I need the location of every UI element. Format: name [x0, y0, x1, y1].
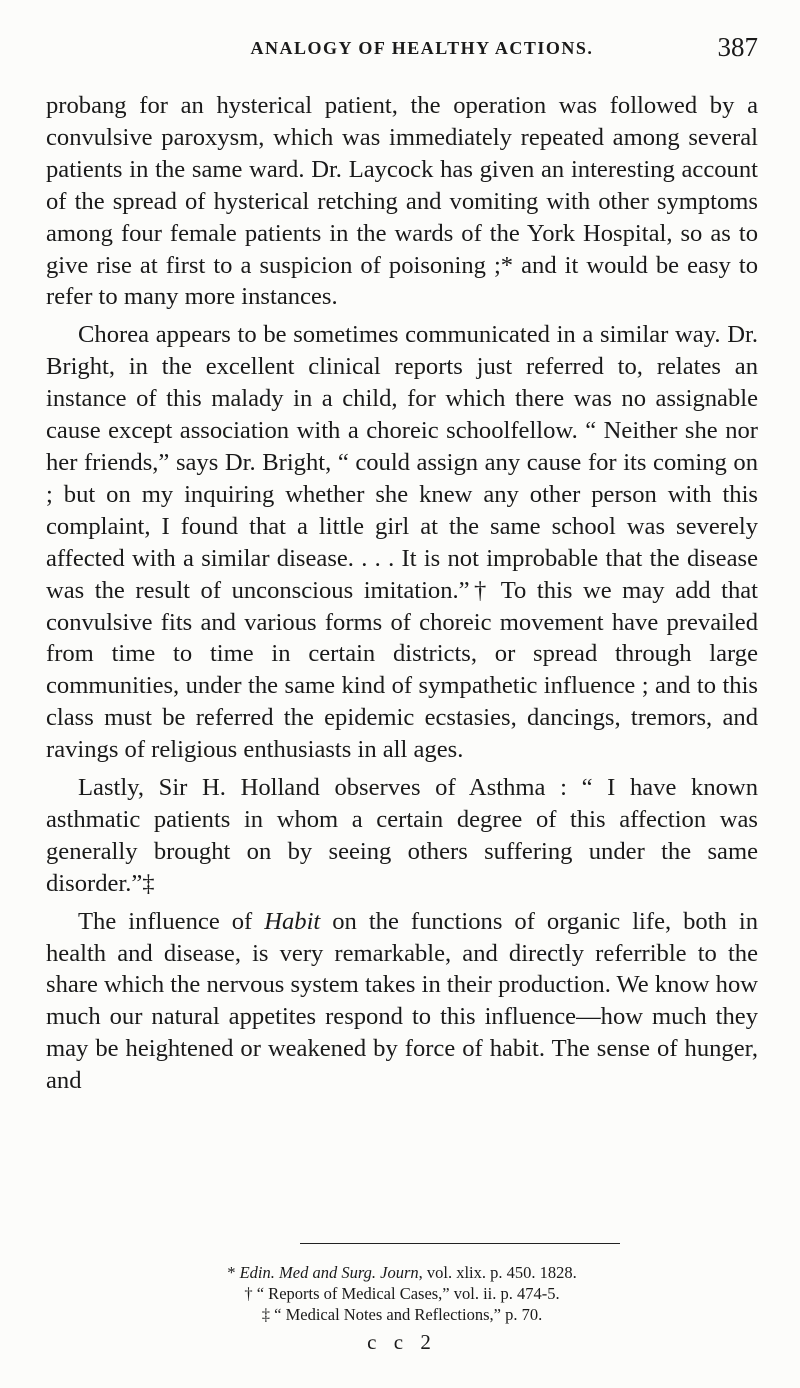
paragraph-1 — [46, 90, 758, 313]
habit-italic: Habit — [264, 907, 321, 935]
footnotes — [46, 1262, 758, 1325]
paragraph-4-text-a: The influence of — [78, 907, 265, 935]
paragraph-3-text: Lastly, Sir H. Holland observes of Asthma : “ I have known asthmatic patients in whom a certain degree of this affection was generally brought on by seeing others suffering under the same disorder.”‡ — [46, 774, 758, 897]
footnote-1-rest: , vol. xlix. p. 450. 1828. — [418, 1263, 577, 1282]
paragraph-2-text: Chorea appears to be sometimes communicated in a similar way. Dr. Bright, in the excellent clinical reports just referred to, relates an instance of this malady in a child, for which there was no assignable cause except association with a choreic schoolfellow. “ Neither she nor her friends,” says Dr. Bright, “ could assign any cause for its coming on ; but on my inquiring whether she knew any other person with this complaint, I found that a little girl at the same school was severely affected with a similar disease. . . . It is not improbable that the disease was the result of unconscious imitation.”† To this we may add that convulsive fits and various forms of choreic movement have prevailed from time to time in certain districts, or spread through large communities, under the same kind of sympathetic influence ; and to this class must be referred the epidemic ecstasies, dancings, tremors, and ravings of religious enthusiasts in all ages. — [46, 321, 758, 764]
footnote-1-title: Edin. Med and Surg. Journ — [239, 1263, 419, 1282]
signature-mark: c c 2 — [367, 1330, 437, 1354]
paragraph-4-text-b: on the functions of organic life, both in health and disease, is very remarkable, and directly referrible to the share which the nervous system takes in their production. We know how much our natural appetites respond to this influence—how much they may be heightened or weakened by force of habit. The sense of hunger, and — [46, 907, 759, 1095]
footnote-1-mark: * — [227, 1263, 236, 1282]
footnote-2: † “ Reports of Medical Cases,” vol. ii. p. 474-5. — [244, 1284, 560, 1303]
running-head: ANALOGY OF HEALTHY ACTIONS. — [250, 38, 594, 58]
footnote-1 — [46, 1262, 758, 1283]
page-number: 387 — [717, 32, 758, 62]
paragraph-4 — [46, 906, 758, 1097]
paragraph-2 — [46, 319, 758, 766]
paragraph-3 — [46, 772, 758, 900]
page-header — [46, 32, 758, 72]
footnote-3: ‡ “ Medical Notes and Reflections,” p. 70. — [261, 1305, 543, 1324]
footnote-rule — [300, 1243, 620, 1244]
paragraph-1-text: probang for an hysterical patient, the operation was followed by a convulsive paroxysm, which was immediately repeated among several patients in the same ward. Dr. Laycock has given an interesting account of the spread of hysterical retching and vomiting with other symptoms among four female patients in the wards of the York Hospital, so as to give rise at first to a suspicion of poisoning ;* and it would be easy to refer to many more instances. — [46, 92, 758, 311]
body-text — [46, 90, 758, 1097]
